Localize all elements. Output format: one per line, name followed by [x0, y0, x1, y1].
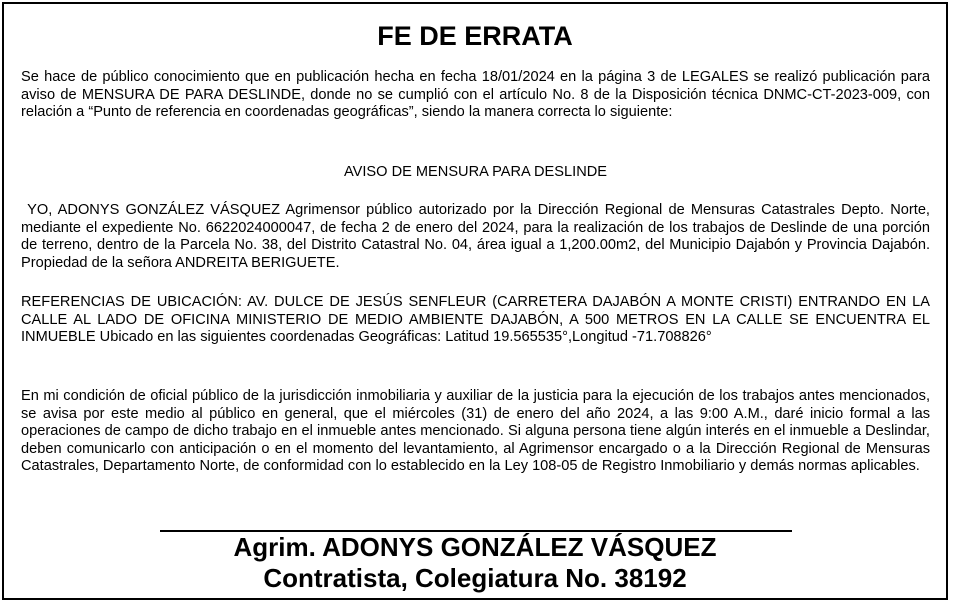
location-paragraph: REFERENCIAS DE UBICACIÓN: AV. DULCE DE JESÚS SENFLEUR (CARRETERA DAJABÓN A MONTE CRISTI) ENTRANDO EN LA CALLE AL LADO DE OFICINA MINISTERIO DE MEDIO AMBIENTE DAJABÓN, A 500 METROS EN LA CALLE SE ENCUENTRA EL INMUEBLE Ubicado en las siguientes coordenadas Geográficas: Latitud 19.565535°,Longitud -71.708826°	[21, 294, 930, 346]
notice-paragraph: En mi condición de oficial público de la jurisdicción inmobiliaria y auxiliar de la justicia para la ejecución de los trabajos antes mencionados, se avisa por este medio al público en general, que el miércoles (31) de enero del año 2024, a las 9:00 A.M., daré inicio formal a las operaciones de campo de dicho trabajo en el inmueble antes mencionado. Si alguna persona tiene algún interés en el inmueble a Deslindar, deben comunicarlo con anticipación o en el momento del levantamiento, al Agrimensor encargado o a la Dirección Regional de Mensuras Catastrales, Departamento Norte, de conformidad con lo establecido en la Ley 108-05 de Registro Inmobiliario y demás normas aplicables.	[21, 388, 930, 475]
surveyor-paragraph: YO, ADONYS GONZÁLEZ VÁSQUEZ Agrimensor público autorizado por la Dirección Regional de Mensuras Catastrales Depto. Norte, mediante el expediente No. 6622024000047, de fecha 2 de enero del 2024, para la realización de los trabajos de Deslinde de una porción de terreno, dentro de la Parcela No. 38, del Distrito Catastral No. 04, área igual a 1,200.00m2, del Municipio Dajabón y Provincia Dajabón. Propiedad de la señora ANDREITA BERIGUETE.	[21, 202, 935, 271]
notice-title: FE DE ERRATA	[377, 21, 573, 51]
section-heading: AVISO DE MENSURA PARA DESLINDE	[343, 164, 608, 180]
notice-frame	[2, 2, 948, 600]
signature-role: Contratista, Colegiatura No. 38192	[263, 563, 687, 593]
signature-name: Agrim. ADONYS GONZÁLEZ VÁSQUEZ	[233, 532, 717, 562]
intro-paragraph: Se hace de público conocimiento que en publicación hecha en fecha 18/01/2024 en la página 3 de LEGALES se realizó publicación para aviso de MENSURA DE PARA DESLINDE, donde no se cumplió con el artículo No. 8 de la Disposición técnica DNMC-CT-2023-009, con relación a “Punto de referencia en coordenadas geográficas”, siendo la manera correcta lo siguiente:	[21, 69, 930, 121]
